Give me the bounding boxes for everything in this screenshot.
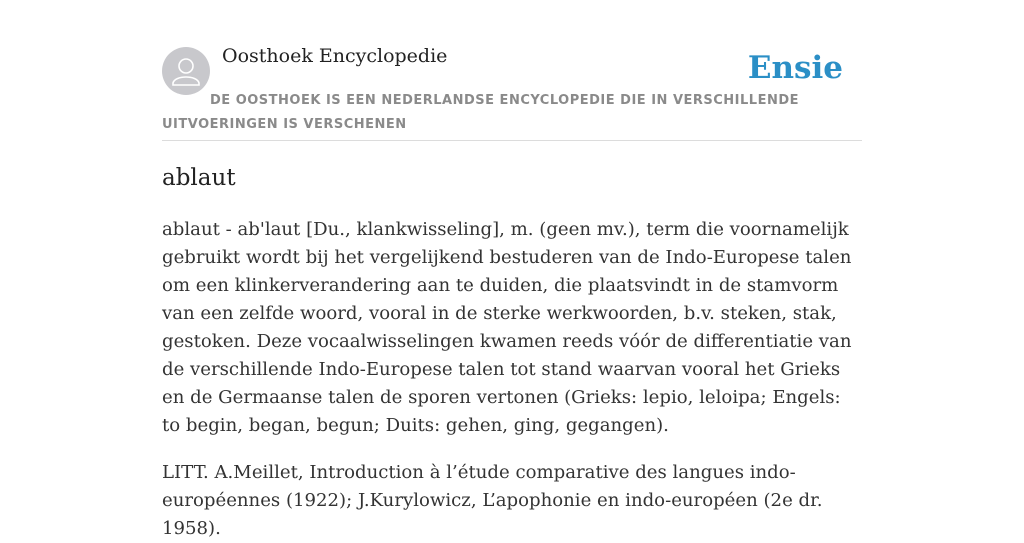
source-header [162,0,862,141]
source-title[interactable]: Oosthoek Encyclopedie [222,45,448,67]
ensie-logo-link[interactable]: Ensie [747,50,843,86]
entry-title: ablaut [162,165,236,191]
source-description: DE OOSTHOEK IS EEN NEDERLANDSE ENCYCLOPEDIE DIE IN VERSCHILLENDE UITVOERINGEN IS VERSCHENEN [162,93,800,132]
entry-content [162,160,862,543]
entry-literature: LITT. A.Meillet, Introduction à l’étude comparative des langues indo-européennes (1922); J.Kurylowicz, L’apophonie en indo-européen (2e dr. 1958). [162,462,823,539]
user-avatar-icon[interactable] [162,47,210,95]
entry-paragraph: ablaut - ab'laut [Du., klankwisseling], m. (geen mv.), term die voornamelijk gebruikt wordt bij het vergelijkend bestuderen van de Indo-Europese talen om een klinkerverandering aan te duiden, die plaatsvindt in de stamvorm van een zelfde woord, vooral in de sterke werkwoorden, b.v. steken, stak, gestoken. Deze vocaalwisselingen kwamen reeds vóór de differentiatie van de verschillende Indo-Europese talen tot stand waarvan vooral het Grieks en de Germaanse talen de sporen vertonen (Grieks: lepio, leloipa; Engels: to begin, began, begun; Duits: gehen, ging, gegangen). [162,219,852,436]
